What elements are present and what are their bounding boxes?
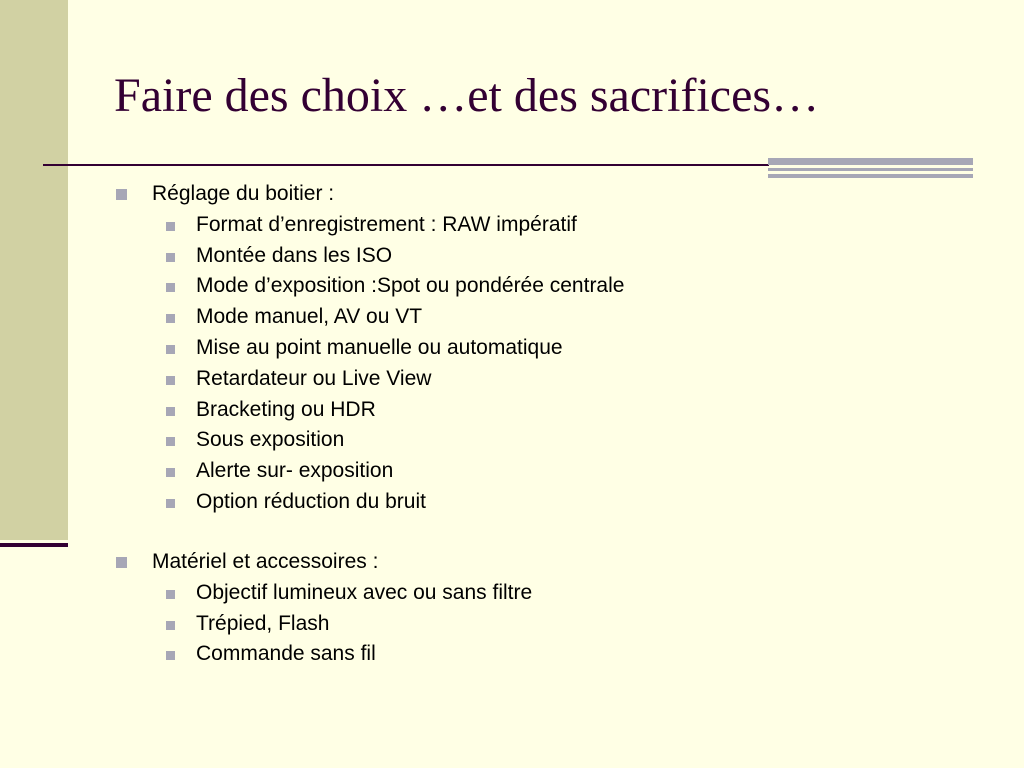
- list-item: [0, 333, 1024, 364]
- list-item-text: Mise au point manuelle ou automatique: [196, 335, 563, 359]
- list-item-text: Option réduction du bruit: [196, 489, 426, 513]
- square-bullet-icon: [166, 253, 175, 262]
- square-bullet-icon: [166, 314, 175, 323]
- list-item-text: Objectif lumineux avec ou sans filtre: [196, 580, 533, 604]
- section-heading: Réglage du boitier :: [152, 182, 335, 205]
- section-equipment: [0, 547, 1024, 670]
- list-item-text: Trépied, Flash: [196, 611, 330, 635]
- square-bullet-icon: [166, 499, 175, 508]
- square-bullet-icon: [166, 283, 175, 292]
- square-bullet-icon: [166, 345, 175, 354]
- list-item: [0, 364, 1024, 395]
- square-bullet-icon: [166, 222, 175, 231]
- list-item: [0, 271, 1024, 302]
- slide-title: Faire des choix …et des sacrifices…: [114, 69, 820, 122]
- list-item-text: Format d’enregistrement : RAW impératif: [196, 212, 577, 236]
- list-item: [0, 609, 1024, 640]
- list-item: [0, 395, 1024, 426]
- square-bullet-icon: [166, 376, 175, 385]
- list-item: [0, 487, 1024, 518]
- square-bullet-icon: [166, 468, 175, 477]
- list-item: [0, 210, 1024, 241]
- section-heading: Matériel et accessoires :: [152, 550, 379, 573]
- list-item-text: Alerte sur- exposition: [196, 459, 394, 483]
- square-bullet-icon: [166, 621, 175, 630]
- square-bullet-icon: [166, 590, 175, 599]
- list-item: [0, 425, 1024, 456]
- square-bullet-icon: [166, 437, 175, 446]
- section-camera-settings: [0, 179, 1024, 518]
- list-item: [0, 302, 1024, 333]
- square-bullet-icon: [116, 189, 127, 200]
- list-item-text: Retardateur ou Live View: [196, 366, 432, 390]
- list-item-text: Commande sans fil: [196, 642, 376, 666]
- list-item: [0, 456, 1024, 487]
- list-item-heading: [0, 547, 1024, 578]
- list-item-text: Montée dans les ISO: [196, 243, 393, 267]
- square-bullet-icon: [166, 407, 175, 416]
- list-item: [0, 639, 1024, 670]
- list-item: [0, 578, 1024, 609]
- list-item-text: Mode manuel, AV ou VT: [196, 305, 423, 329]
- square-bullet-icon: [166, 651, 175, 660]
- square-bullet-icon: [116, 557, 127, 568]
- list-item-text: Mode d’exposition :Spot ou pondérée centrale: [196, 274, 625, 298]
- list-item-heading: [0, 179, 1024, 210]
- list-item-text: Bracketing ou HDR: [196, 397, 376, 421]
- list-item-text: Sous exposition: [196, 428, 345, 452]
- list-item: [0, 241, 1024, 272]
